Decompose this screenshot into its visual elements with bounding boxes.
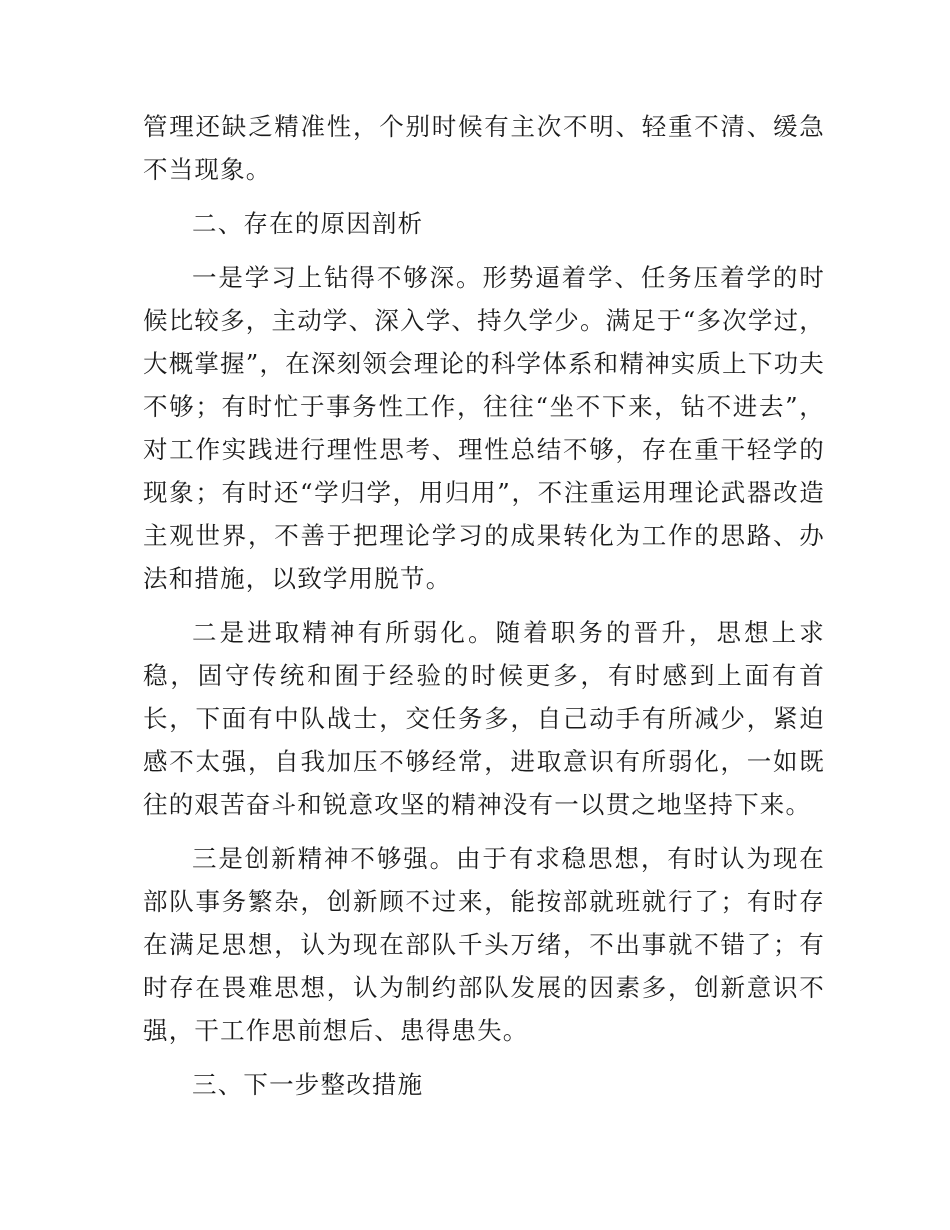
body-paragraph-study: 一是学习上钻得不够深。形势逼着学、任务压着学的时候比较多，主动学、深入学、持久学少。满足于“多次学过，大概掌握”，在深刻领会理论的科学体系和精神实质上下功夫不够；有时忙于事务性工作，往往“坐不下来，钻不进去”，对工作实践进行理性思考、理性总结不够，存在重干轻学的现象；有时还“学归学，用归用”，不注重运用理论武器改造主观世界，不善于把理论学习的成果转化为工作的思路、办法和措施，以致学用脱节。 — [143, 263, 825, 593]
body-paragraph-enterprise: 二是进取精神有所弱化。随着职务的晋升，思想上求稳，固守传统和囿于经验的时候更多，有时感到上面有首长，下面有中队战士，交任务多，自己动手有所减少，紧迫感不太强，自我加压不够经常，进取意识有所弱化，一如既往的艰苦奋斗和锐意攻坚的精神没有一以贯之地坚持下来。 — [143, 618, 825, 819]
body-paragraph-innovation: 三是创新精神不够强。由于有求稳思想，有时认为现在部队事务繁杂，创新顾不过来，能按部就班就行了；有时存在满足思想，认为现在部队千头万绪，不出事就不错了；有时存在畏难思想，认为制约部队发展的因素多，创新意识不强，干工作思前想后、患得患失。 — [143, 844, 825, 1045]
document-body — [143, 105, 825, 1117]
continuation-paragraph: 管理还缺乏精准性，个别时候有主次不明、轻重不清、缓急不当现象。 — [143, 112, 825, 184]
section-heading-rectification: 三、下一步整改措施 — [192, 1070, 424, 1099]
section-heading-cause-analysis: 二、存在的原因剖析 — [192, 209, 424, 238]
